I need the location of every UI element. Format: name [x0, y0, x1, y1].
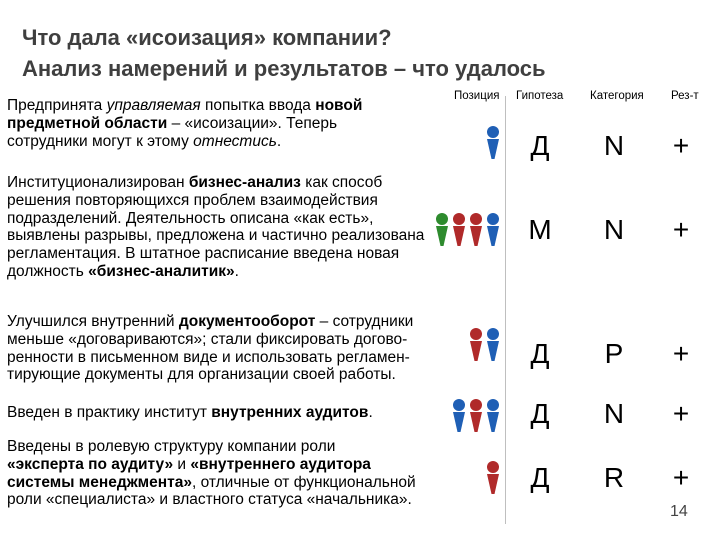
blue-person-pin-icon: [487, 399, 499, 432]
green-person-pin-icon: [436, 213, 448, 246]
description-line: [7, 174, 424, 192]
result-value: +: [672, 214, 690, 245]
text-segment: меньше «договариваются»; стали фиксировать догово-: [7, 330, 408, 348]
text-segment: бизнес-анализ: [188, 174, 301, 191]
position-markers: [469, 327, 500, 363]
page-title: Что дала «исоизация» компании?: [22, 25, 392, 50]
page-subtitle: Анализ намерений и результатов – что удалось: [22, 56, 546, 81]
column-header-category: Категория: [590, 90, 644, 102]
red-person-pin-icon: [470, 328, 482, 361]
text-segment: Предпринята: [7, 97, 107, 114]
hypothesis-value: Д: [530, 398, 550, 429]
text-segment: , отличные от функциональной: [191, 473, 416, 491]
text-segment: предметной области: [7, 114, 168, 132]
position-markers: [435, 212, 500, 248]
description-line: [7, 133, 362, 151]
description-line: [7, 456, 416, 474]
description-line: [7, 438, 416, 456]
blue-person-pin-icon: [453, 399, 465, 432]
description-line: [7, 313, 413, 331]
text-segment: подразделений. Деятельность описана «как есть»,: [7, 209, 374, 227]
description-line: [7, 404, 373, 422]
text-segment: Введены в ролевую структуру компании роли: [7, 438, 336, 455]
description-line: [7, 210, 424, 228]
hypothesis-value: Д: [530, 130, 550, 161]
description-line: [7, 245, 424, 263]
column-divider: [505, 96, 506, 524]
text-segment: управляемая: [106, 97, 201, 114]
text-segment: системы менеджмента»: [7, 473, 192, 491]
result-value: +: [672, 338, 690, 369]
page-number: 14: [670, 503, 688, 520]
text-segment: .: [276, 132, 282, 150]
description-line: [7, 97, 362, 115]
description-line: [7, 349, 413, 367]
row-description: [7, 438, 416, 509]
column-header-hypothesis: Гипотеза: [516, 90, 564, 102]
text-segment: выявлены разрывы, предложена и частично реализована: [7, 227, 425, 245]
text-segment: документооборот: [178, 313, 316, 330]
text-segment: решения повторяющихся проблем взаимодействия: [7, 191, 378, 209]
hypothesis-value: М: [528, 214, 552, 245]
hypothesis-value: Д: [530, 338, 550, 369]
category-value: N: [603, 214, 625, 245]
category-value: P: [604, 338, 624, 369]
result-value: +: [672, 130, 690, 161]
text-segment: попытка ввода: [200, 97, 316, 114]
column-header-result: Рез-т: [671, 90, 699, 102]
row-description: [7, 174, 424, 281]
text-segment: Институционализирован: [7, 174, 189, 191]
text-segment: как способ: [300, 174, 383, 191]
text-segment: – «исоизации». Теперь: [167, 114, 338, 132]
text-segment: регламентация. В штатное расписание введена новая: [7, 245, 400, 263]
text-segment: и: [173, 455, 191, 473]
row-description: [7, 313, 413, 384]
result-value: +: [672, 462, 690, 493]
red-person-pin-icon: [487, 461, 499, 494]
result-value: +: [672, 398, 690, 429]
description-line: [7, 115, 362, 133]
text-segment: сотрудники могут к этому: [7, 132, 194, 150]
red-person-pin-icon: [470, 213, 482, 246]
description-line: [7, 263, 424, 281]
text-segment: .: [234, 262, 239, 280]
text-segment: роли «специалиста» и властного статуса «начальника».: [7, 491, 412, 509]
text-segment: ренности в письменном виде и использовать регламен-: [7, 348, 410, 366]
text-segment: новой: [315, 97, 363, 114]
position-markers: [486, 125, 500, 161]
description-line: [7, 227, 424, 245]
category-value: N: [603, 130, 625, 161]
description-line: [7, 491, 416, 509]
description-line: [7, 366, 413, 384]
description-line: [7, 331, 413, 349]
text-segment: «эксперта по аудиту»: [7, 455, 174, 473]
text-segment: Улучшился внутренний: [7, 313, 179, 330]
text-segment: отнестись: [193, 132, 277, 150]
red-person-pin-icon: [453, 213, 465, 246]
position-markers: [486, 460, 500, 496]
blue-person-pin-icon: [487, 328, 499, 361]
hypothesis-value: Д: [530, 462, 550, 493]
text-segment: Введен в практику институт: [7, 404, 212, 421]
category-value: R: [603, 462, 625, 493]
text-segment: «внутреннего аудитора: [190, 455, 371, 473]
red-person-pin-icon: [470, 399, 482, 432]
text-segment: «бизнес-аналитик»: [88, 262, 235, 280]
text-segment: – сотрудники: [315, 313, 414, 330]
text-segment: должность: [7, 262, 89, 280]
row-description: [7, 404, 373, 422]
category-value: N: [603, 398, 625, 429]
blue-person-pin-icon: [487, 126, 499, 159]
column-header-position: Позиция: [454, 90, 500, 102]
description-line: [7, 474, 416, 492]
description-line: [7, 192, 424, 210]
text-segment: внутренних аудитов: [211, 404, 369, 421]
row-description: [7, 97, 362, 150]
blue-person-pin-icon: [487, 213, 499, 246]
text-segment: тирующие документы для организации своей работы.: [7, 366, 396, 384]
text-segment: .: [368, 404, 373, 421]
position-markers: [452, 398, 500, 434]
